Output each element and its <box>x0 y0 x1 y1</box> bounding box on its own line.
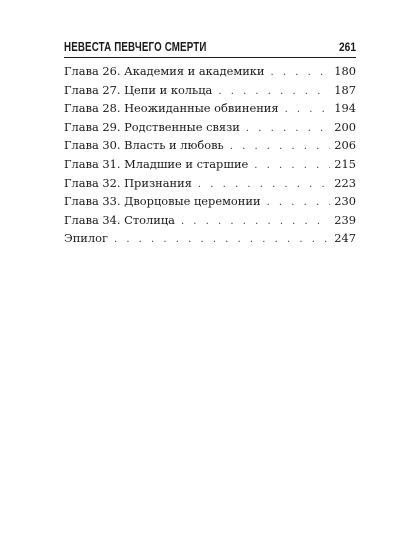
toc-dot-leader <box>246 120 330 139</box>
toc-entry <box>64 174 356 193</box>
toc-entry-title: Глава 32. Признания <box>64 175 192 190</box>
toc-entry <box>64 99 356 118</box>
toc-dot-leader <box>181 213 330 232</box>
toc-entry-page: 215 <box>334 156 356 171</box>
toc-entry-title: Глава 28. Неожиданные обвинения <box>64 101 279 116</box>
page-number: 261 <box>338 40 356 54</box>
book-title: НЕВЕСТА ПЕВЧЕГО СМЕРТИ <box>64 40 207 54</box>
toc-entry-page: 200 <box>334 119 356 134</box>
toc-entry <box>64 229 356 248</box>
toc-entry <box>64 118 356 137</box>
toc-entry-page: 230 <box>334 194 356 209</box>
toc-entry-title: Глава 34. Столица <box>64 212 175 227</box>
toc-dot-leader <box>114 231 330 250</box>
toc-entry-title: Глава 33. Дворцовые церемонии <box>64 194 261 209</box>
toc-entry-title: Эпилог <box>64 231 108 246</box>
toc-dot-leader <box>267 194 330 213</box>
toc-entry-page: 187 <box>334 82 356 97</box>
toc-entry <box>64 211 356 230</box>
toc-entry <box>64 136 356 155</box>
toc-entry-title: Глава 30. Власть и любовь <box>64 138 224 153</box>
toc-entry-page: 194 <box>334 101 356 116</box>
toc-dot-leader <box>254 157 330 176</box>
toc-dot-leader <box>285 101 330 120</box>
toc-entry-page: 180 <box>334 64 356 78</box>
toc-entry <box>64 81 356 100</box>
toc-entry-title: Глава 27. Цепи и кольца <box>64 82 213 97</box>
toc-entry <box>64 192 356 211</box>
toc-entry-page: 206 <box>334 138 356 153</box>
toc-entry-title: Глава 31. Младшие и старшие <box>64 156 249 171</box>
toc-entry-page: 247 <box>334 231 356 246</box>
toc-entry-title: Глава 29. Родственные связи <box>64 119 240 134</box>
table-of-contents <box>64 62 356 248</box>
toc-entry <box>64 62 356 81</box>
toc-entry-page: 223 <box>334 175 356 190</box>
header-rule <box>64 57 356 58</box>
toc-entry-page: 239 <box>334 212 356 227</box>
toc-entry-title: Глава 26. Академия и академики <box>64 64 265 78</box>
toc-entry <box>64 155 356 174</box>
toc-dot-leader <box>271 64 330 83</box>
